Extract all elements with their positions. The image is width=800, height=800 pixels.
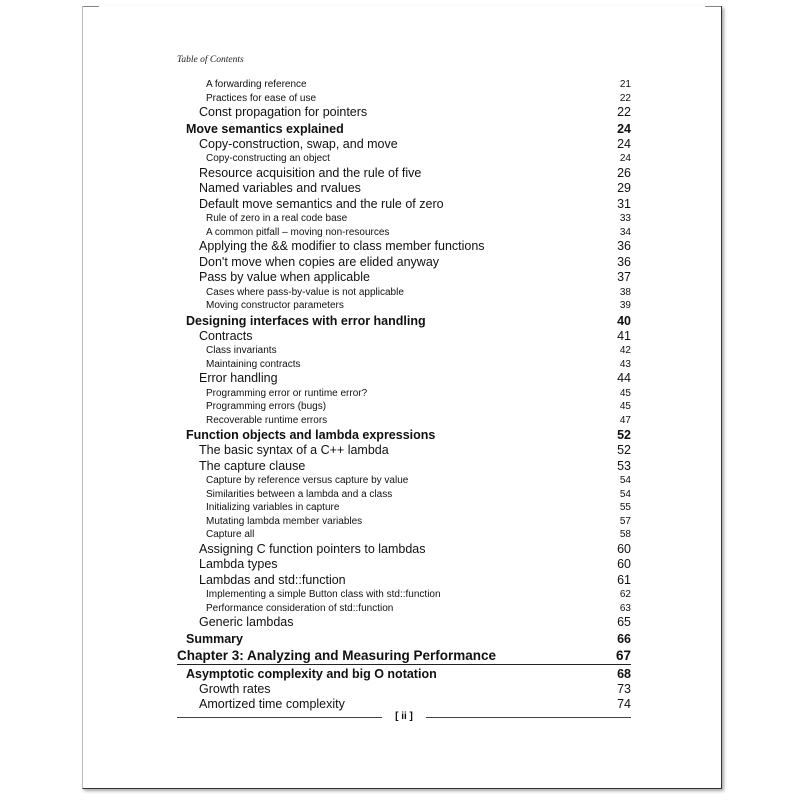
toc-entry-page: 41	[617, 328, 631, 343]
toc-subsection[interactable]	[177, 573, 631, 589]
page-footer	[177, 710, 631, 724]
toc-entry-title: Programming error or runtime error?	[206, 387, 368, 399]
toc-subsection[interactable]	[177, 459, 631, 475]
toc-entry-title: Asymptotic complexity and big O notation	[186, 666, 437, 681]
toc-entry-title: Chapter 3: Analyzing and Measuring Performance	[177, 647, 497, 663]
toc-entry-title: Capture by reference versus capture by value	[206, 475, 409, 486]
toc-entry-title: Move semantics explained	[186, 121, 344, 136]
toc-section[interactable]	[177, 631, 631, 647]
toc-subsection[interactable]	[177, 105, 631, 121]
toc-entry-title: Mutating lambda member variables	[206, 515, 363, 527]
toc-entry-title: Pass by value when applicable	[199, 270, 370, 284]
toc-entry-page: 36	[617, 239, 631, 253]
toc-entry-page: 55	[619, 502, 631, 513]
toc-entry-title: The capture clause	[199, 458, 306, 473]
toc-entry-title: Default move semantics and the rule of zero	[199, 196, 444, 211]
toc-entry-page: 33	[619, 213, 631, 224]
toc-subsubsection[interactable]	[177, 358, 631, 372]
toc-entry-title: Amortized time complexity	[199, 697, 345, 711]
toc-entry-page: 52	[617, 428, 631, 442]
toc-entry-page: 53	[617, 458, 631, 473]
toc-entry-page: 45	[619, 401, 631, 412]
toc-entry-page: 44	[617, 371, 631, 385]
toc-entry-title: Growth rates	[199, 681, 271, 696]
toc-entry-page: 26	[617, 165, 631, 180]
toc-entry-page: 47	[619, 414, 631, 426]
toc-entry-page: 36	[617, 254, 631, 269]
table-of-contents	[177, 78, 631, 713]
toc-entry-title: Rule of zero in a real code base	[206, 213, 348, 224]
toc-entry-page: 61	[617, 572, 631, 587]
toc-entry-page: 65	[617, 615, 631, 629]
toc-entry-page: 60	[617, 557, 631, 571]
toc-section[interactable]	[177, 666, 631, 682]
toc-entry-page: 57	[619, 515, 631, 527]
toc-subsection[interactable]	[177, 270, 631, 286]
toc-entry-title: A forwarding reference	[206, 79, 307, 90]
toc-entry-page: 66	[617, 631, 631, 646]
toc-entry-title: A common pitfall – moving non-resources	[206, 226, 390, 238]
toc-entry-title: Lambda types	[199, 557, 278, 571]
toc-entry-page: 67	[615, 647, 631, 663]
toc-entry-title: Contracts	[199, 328, 253, 343]
toc-entry-page: 40	[617, 313, 631, 328]
toc-subsection[interactable]	[177, 166, 631, 182]
toc-subsection[interactable]	[177, 443, 631, 459]
toc-subsubsection[interactable]	[177, 602, 631, 616]
toc-entry-title: Similarities between a lambda and a class	[206, 488, 393, 500]
toc-entry-title: Copy-construction, swap, and move	[199, 136, 398, 151]
toc-entry-title: Initializing variables in capture	[206, 502, 340, 513]
toc-subsubsection[interactable]	[177, 528, 631, 542]
toc-entry-page: 38	[619, 286, 631, 298]
toc-subsubsection[interactable]	[177, 501, 631, 515]
toc-entry-title: Programming errors (bugs)	[206, 401, 327, 412]
toc-section[interactable]	[177, 121, 631, 137]
toc-entry-page: 42	[619, 345, 631, 356]
toc-subsection[interactable]	[177, 682, 631, 698]
toc-entry-page: 62	[619, 589, 631, 600]
page-corner-left	[83, 6, 99, 23]
toc-entry-title: Summary	[186, 631, 243, 646]
toc-subsection[interactable]	[177, 197, 631, 213]
toc-entry-page: 63	[619, 602, 631, 614]
toc-entry-page: 58	[619, 529, 631, 540]
toc-entry-page: 73	[617, 681, 631, 696]
toc-entry-title: Implementing a simple Button class with std::function	[206, 589, 441, 600]
toc-entry-title: Performance consideration of std::function	[206, 602, 394, 614]
toc-entry-title: Assigning C function pointers to lambdas	[199, 541, 426, 556]
toc-subsubsection[interactable]	[177, 78, 631, 92]
toc-entry-page: 24	[617, 121, 631, 136]
page-number: [ ii ]	[395, 711, 413, 722]
toc-entry-page: 45	[619, 387, 631, 399]
toc-subsection[interactable]	[177, 181, 631, 197]
toc-subsection[interactable]	[177, 371, 631, 387]
page-corner-right	[705, 6, 721, 23]
toc-entry-title: Lambdas and std::function	[199, 572, 346, 587]
toc-entry-page: 74	[617, 697, 631, 711]
toc-entry-page: 37	[617, 270, 631, 284]
toc-entry-page: 31	[617, 196, 631, 211]
toc-entry-page: 54	[619, 488, 631, 500]
toc-entry-page: 22	[619, 92, 631, 104]
toc-entry-title: Generic lambdas	[199, 615, 294, 629]
toc-entry-title: Moving constructor parameters	[206, 300, 344, 311]
toc-entry-page: 24	[619, 153, 631, 164]
toc-subsection[interactable]	[177, 542, 631, 558]
toc-entry-title: Don't move when copies are elided anyway	[199, 254, 440, 269]
toc-entry-title: Const propagation for pointers	[199, 105, 368, 119]
toc-subsubsection[interactable]	[177, 344, 631, 358]
toc-subsubsection[interactable]	[177, 212, 631, 226]
toc-subsubsection[interactable]	[177, 515, 631, 529]
toc-subsubsection[interactable]	[177, 400, 631, 414]
toc-entry-title: Maintaining contracts	[206, 358, 301, 370]
toc-entry-page: 29	[617, 181, 631, 195]
toc-entry-page: 24	[617, 136, 631, 151]
toc-entry-page: 68	[617, 666, 631, 681]
toc-entry-page: 21	[619, 79, 631, 90]
toc-entry-page: 34	[619, 226, 631, 238]
toc-subsubsection[interactable]	[177, 474, 631, 488]
toc-subsubsection[interactable]	[177, 414, 631, 428]
toc-chapter[interactable]	[177, 647, 631, 665]
toc-subsubsection[interactable]	[177, 387, 631, 401]
toc-entry-title: Cases where pass-by-value is not applicable	[206, 286, 404, 298]
toc-subsubsection[interactable]	[177, 152, 631, 166]
toc-entry-page: 54	[619, 475, 631, 486]
toc-entry-page: 22	[617, 105, 631, 119]
toc-entry-page: 60	[617, 541, 631, 556]
toc-subsection[interactable]	[177, 557, 631, 573]
toc-subsubsection[interactable]	[177, 92, 631, 106]
toc-section[interactable]	[177, 427, 631, 443]
toc-subsection[interactable]	[177, 329, 631, 345]
toc-entry-title: Class invariants	[206, 345, 277, 356]
toc-entry-page: 43	[619, 358, 631, 370]
toc-subsubsection[interactable]	[177, 286, 631, 300]
toc-subsection[interactable]	[177, 615, 631, 631]
toc-subsection[interactable]	[177, 255, 631, 271]
toc-entry-title: Designing interfaces with error handling	[186, 313, 426, 328]
running-header: Table of Contents	[177, 55, 244, 65]
toc-entry-title: Recoverable runtime errors	[206, 414, 328, 426]
toc-subsubsection[interactable]	[177, 588, 631, 602]
toc-subsubsection[interactable]	[177, 299, 631, 313]
toc-entry-title: Named variables and rvalues	[199, 181, 361, 195]
toc-entry-title: The basic syntax of a C++ lambda	[199, 443, 389, 457]
toc-subsection[interactable]	[177, 137, 631, 153]
toc-entry-title: Resource acquisition and the rule of five	[199, 165, 422, 180]
toc-entry-title: Practices for ease of use	[206, 92, 317, 104]
toc-subsection[interactable]	[177, 239, 631, 255]
toc-entry-title: Applying the && modifier to class member functions	[199, 239, 485, 253]
toc-entry-page: 52	[617, 443, 631, 457]
toc-section[interactable]	[177, 313, 631, 329]
toc-subsubsection[interactable]	[177, 488, 631, 502]
toc-entry-title: Copy-constructing an object	[206, 153, 330, 164]
toc-entry-title: Error handling	[199, 371, 278, 385]
toc-entry-title: Function objects and lambda expressions	[186, 428, 436, 442]
toc-entry-page: 39	[619, 300, 631, 311]
toc-subsubsection[interactable]	[177, 226, 631, 240]
toc-entry-title: Capture all	[206, 529, 255, 540]
